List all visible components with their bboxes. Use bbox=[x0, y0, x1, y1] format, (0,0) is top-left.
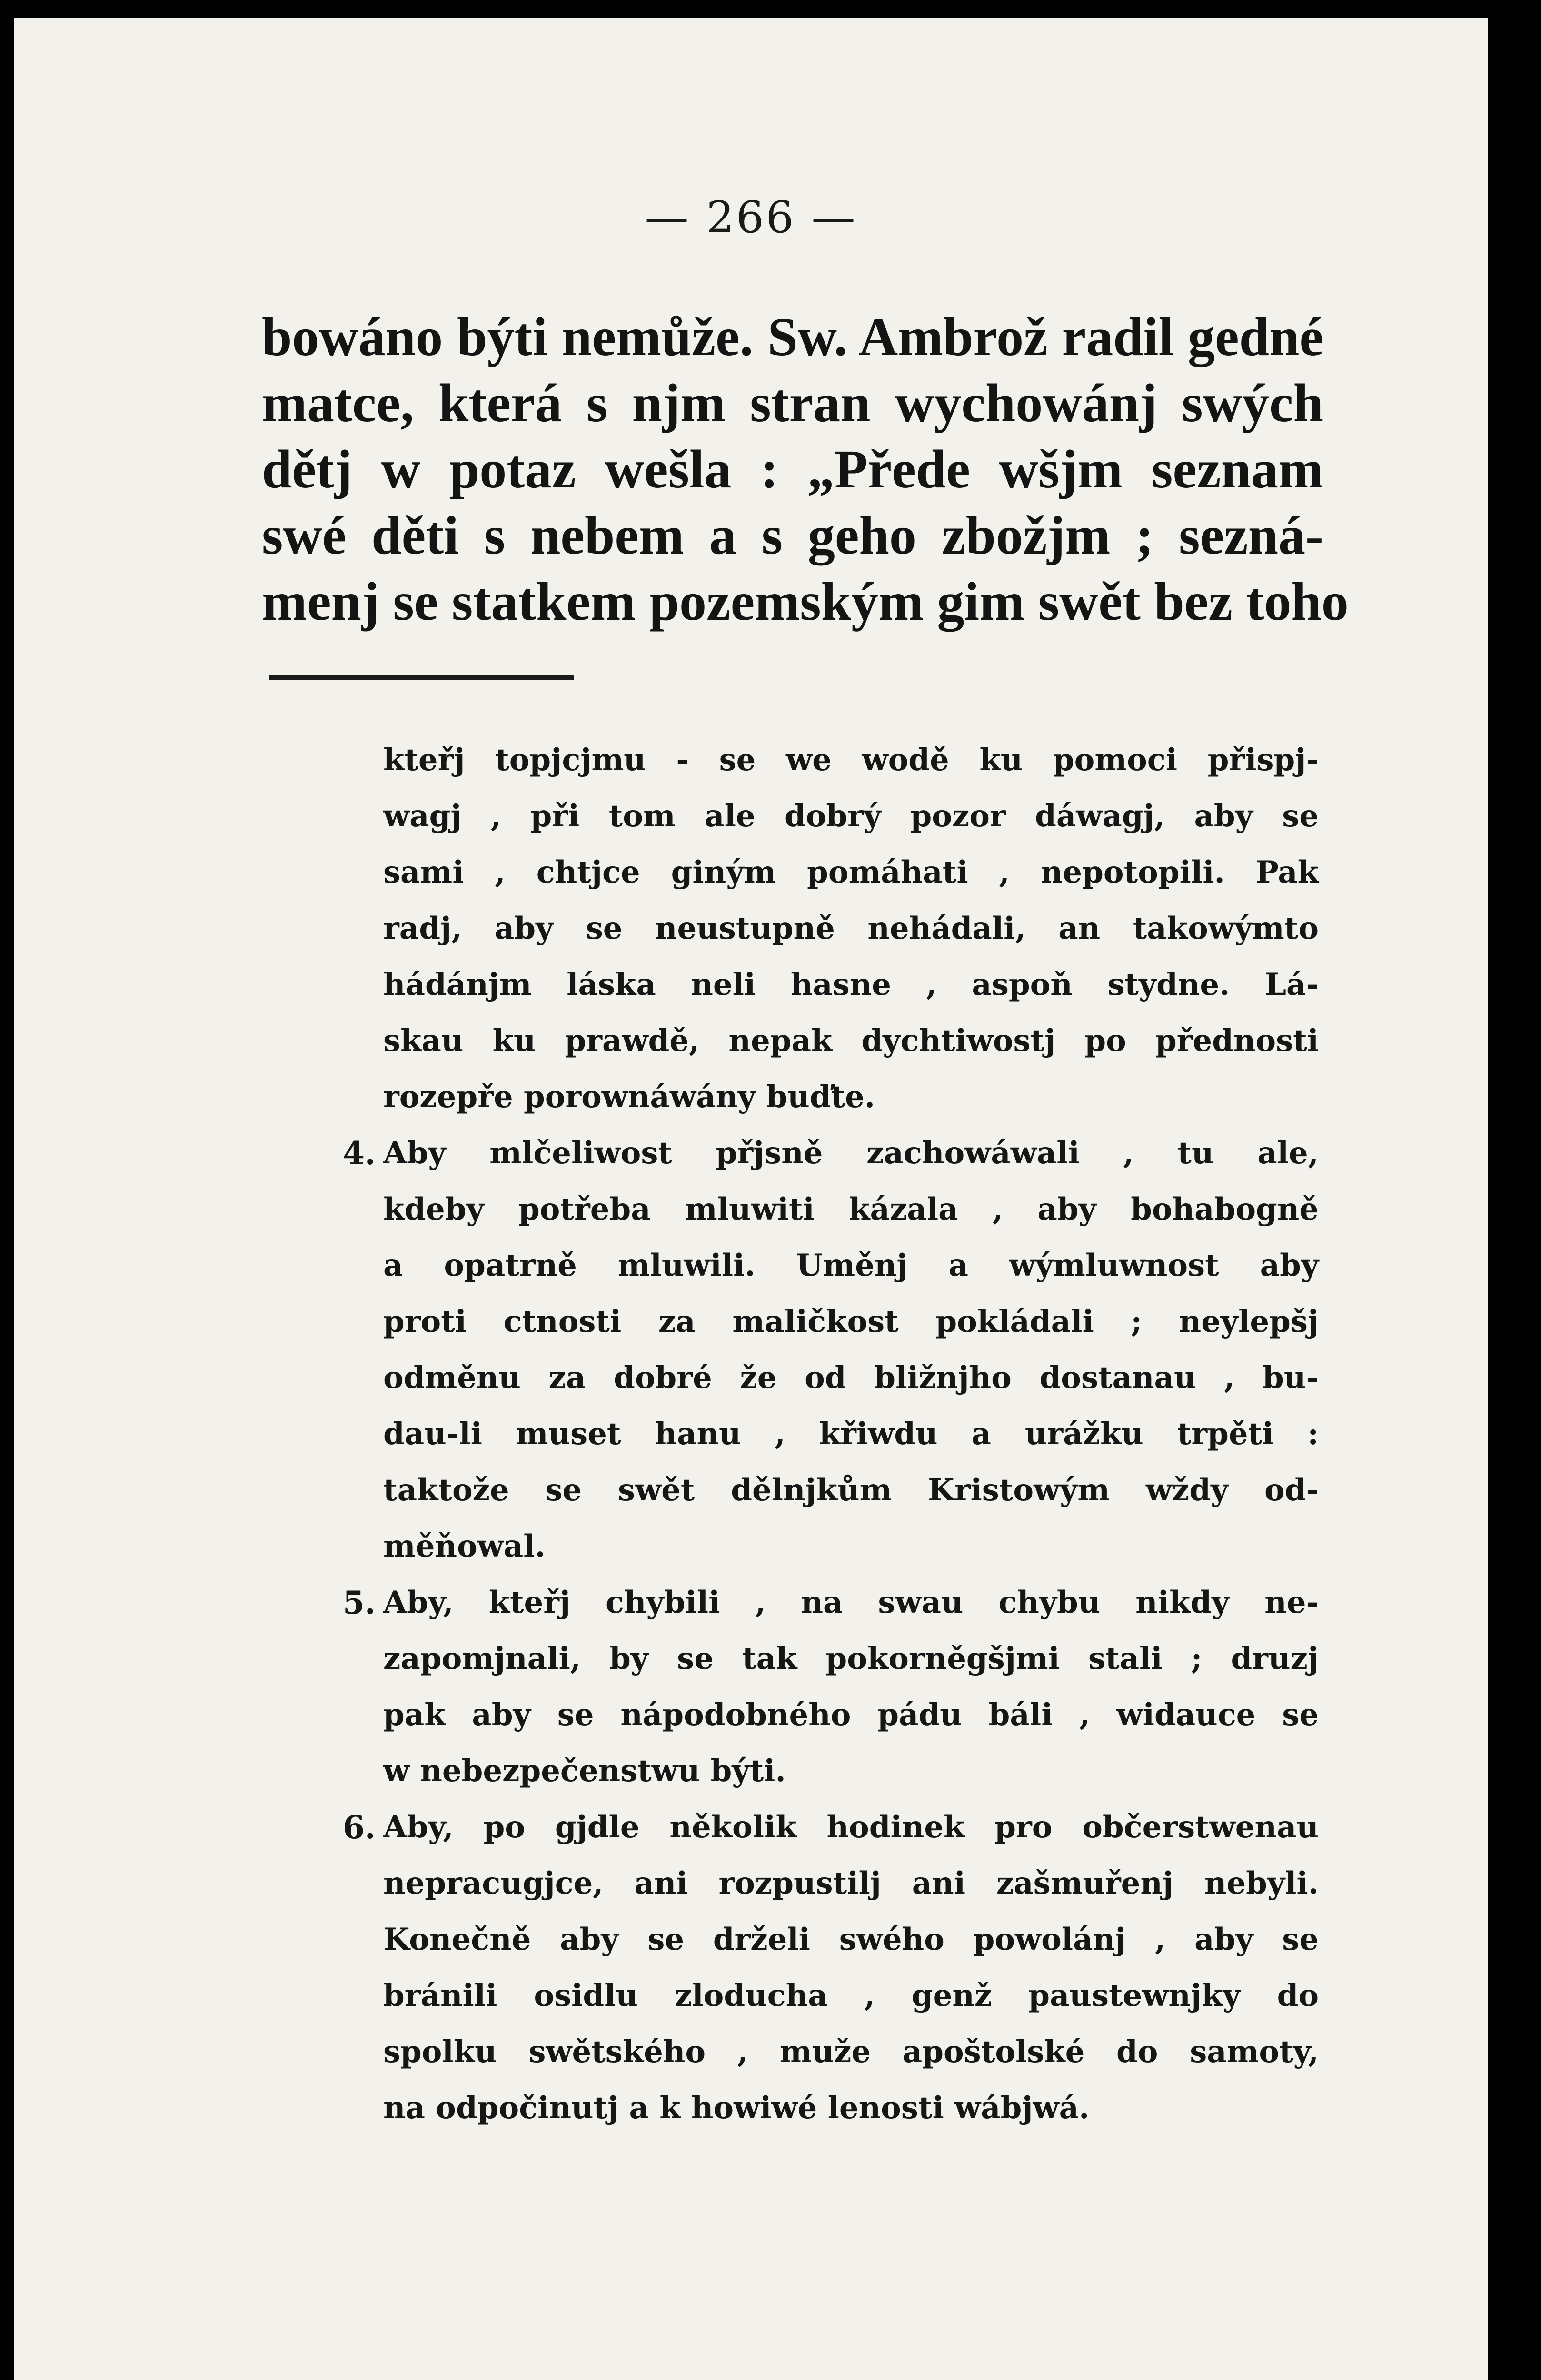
footnote-divider bbox=[269, 675, 574, 680]
footnote-line: w nebezpečenstwu býti. bbox=[383, 1753, 786, 1789]
main-text-line: matce, která s njm stran wychowánj swých bbox=[262, 373, 1323, 433]
footnote-line: taktože se swět dělnjkům Kristowým wždy od- bbox=[383, 1472, 1319, 1508]
footnotes bbox=[281, 732, 1319, 2136]
footnote-item bbox=[281, 1125, 1319, 1575]
book-page bbox=[14, 18, 1488, 2380]
main-text bbox=[262, 304, 1349, 635]
footnote-line: kteřj topjcjmu - se we wodě ku pomoci přispj- bbox=[383, 742, 1319, 778]
footnote-line: Aby, kteřj chybili , na swau chybu nikdy ne- bbox=[383, 1585, 1319, 1620]
main-text-line: menj se statkem pozemským gim swět bez toho bbox=[262, 571, 1349, 632]
footnote-number: 5. bbox=[343, 1584, 376, 1621]
page-number: — 266 — bbox=[645, 192, 857, 243]
footnote-line: proti ctnosti za maličkost pokládali ; neylepšj bbox=[383, 1304, 1319, 1339]
footnote-line: odměnu za dobré že od bližnjho dostanau , bu- bbox=[383, 1360, 1319, 1396]
footnote-line: Konečně aby se drželi swého powolánj , aby se bbox=[383, 1922, 1319, 1957]
footnote-line: spolku swětského , muže apoštolské do samoty, bbox=[383, 2034, 1319, 2070]
footnote-item bbox=[281, 1575, 1319, 1799]
footnote-number: 4. bbox=[343, 1135, 376, 1172]
footnote-line: dau-li muset hanu , křiwdu a urážku trpěti : bbox=[383, 1416, 1319, 1452]
footnote-line: radj, aby se neustupně nehádali, an takowýmto bbox=[383, 911, 1319, 946]
footnote-line: na odpočinutj a k howiwé lenosti wábjwá. bbox=[383, 2090, 1090, 2126]
footnote-line: měňowal. bbox=[383, 1528, 546, 1564]
main-text-line: dětj w potaz wešla : „Přede wšjm seznam bbox=[262, 439, 1323, 499]
footnote-line: skau ku prawdě, nepak dychtiwostj po přednosti bbox=[383, 1023, 1319, 1059]
footnote-item bbox=[281, 732, 1319, 1125]
footnote-number: 6. bbox=[343, 1809, 376, 1846]
main-text-line: swé děti s nebem a s geho zbožjm ; sezná- bbox=[262, 505, 1323, 565]
footnote-line: pak aby se nápodobného pádu báli , widauce se bbox=[383, 1697, 1319, 1733]
footnote-line: nepracugjce, ani rozpustilj ani zašmuřenj nebyli. bbox=[383, 1865, 1319, 1901]
footnote-line: Aby, po gjdle několik hodinek pro občerstwenau bbox=[383, 1809, 1319, 1845]
footnote-item bbox=[281, 1799, 1319, 2136]
footnote-line: rozepře porownáwány buďte. bbox=[383, 1079, 875, 1115]
footnote-line: kdeby potřeba mluwiti kázala , aby bohabogně bbox=[383, 1191, 1319, 1227]
footnote-line: a opatrně mluwili. Uměnj a wýmluwnost aby bbox=[383, 1248, 1319, 1283]
footnote-line: Aby mlčeliwost přjsně zachowáwali , tu ale, bbox=[383, 1135, 1319, 1171]
footnote-line: hádánjm láska neli hasne , aspoň stydne. Lá- bbox=[383, 967, 1319, 1002]
footnote-line: wagj , při tom ale dobrý pozor dáwagj, aby se bbox=[383, 798, 1319, 834]
footnote-line: bránili osidlu zloducha , genž paustewnjky do bbox=[383, 1978, 1319, 2013]
footnote-line: zapomjnali, by se tak pokorněgšjmi stali ; druzj bbox=[383, 1641, 1319, 1676]
main-text-line: bowáno býti nemůže. Sw. Ambrož radil gedné bbox=[262, 307, 1323, 367]
footnote-line: sami , chtjce giným pomáhati , nepotopili. Pak bbox=[383, 854, 1319, 890]
